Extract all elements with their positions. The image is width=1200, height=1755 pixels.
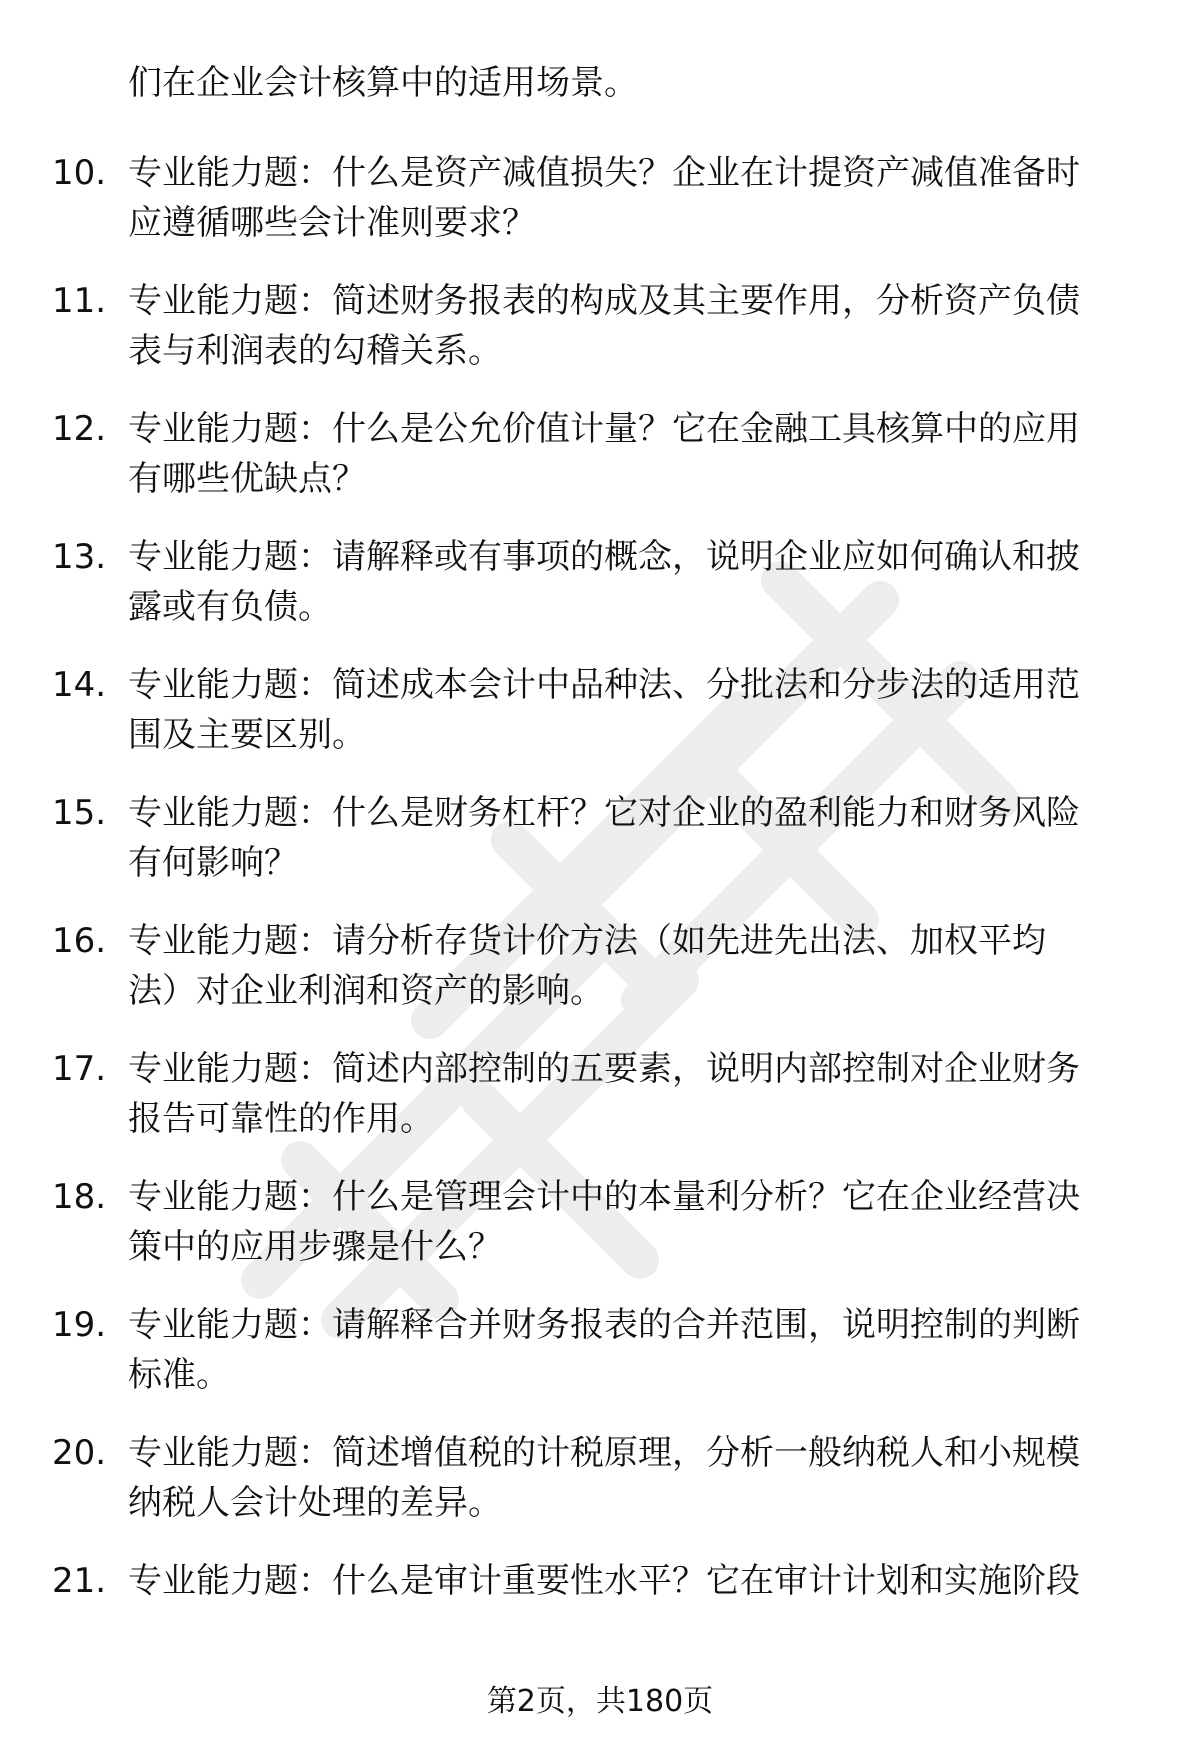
question-text-line: 标准。 <box>128 1355 230 1395</box>
question-item <box>0 532 1200 660</box>
question-text <box>128 404 1138 504</box>
question-text-line: 专业能力题：什么是审计重要性水平？它在审计计划和实施阶段 <box>128 1561 1080 1601</box>
question-item <box>0 1428 1200 1556</box>
question-list <box>0 148 1200 1684</box>
question-text <box>128 1556 1138 1606</box>
question-text-line: 专业能力题：什么是公允价值计量？它在金融工具核算中的应用 <box>128 409 1080 449</box>
question-number: 17. <box>52 1049 107 1089</box>
question-text <box>128 1172 1138 1272</box>
question-text-line: 报告可靠性的作用。 <box>128 1099 434 1139</box>
question-item <box>0 788 1200 916</box>
question-number: 13. <box>52 537 107 577</box>
question-text <box>128 788 1138 888</box>
question-text <box>128 1044 1138 1144</box>
question-text <box>128 916 1138 1016</box>
question-number: 18. <box>52 1177 107 1217</box>
question-text-line: 专业能力题：请解释或有事项的概念，说明企业应如何确认和披 <box>128 537 1080 577</box>
question-text-line: 专业能力题：简述财务报表的构成及其主要作用，分析资产负债 <box>128 281 1080 321</box>
question-number: 12. <box>52 409 107 449</box>
question-text-line: 专业能力题：什么是资产减值损失？企业在计提资产减值准备时 <box>128 153 1080 193</box>
question-text-line: 应遵循哪些会计准则要求？ <box>128 203 536 243</box>
question-number: 11. <box>52 281 107 321</box>
question-text <box>128 1428 1138 1528</box>
question-number: 20. <box>52 1433 107 1473</box>
question-text-line: 专业能力题：什么是财务杠杆？它对企业的盈利能力和财务风险 <box>128 793 1080 833</box>
question-text <box>128 660 1138 760</box>
question-item <box>0 660 1200 788</box>
question-number: 10. <box>52 153 107 193</box>
question-number: 21. <box>52 1561 107 1601</box>
question-text-line: 露或有负债。 <box>128 587 332 627</box>
question-text <box>128 276 1138 376</box>
question-text-line: 专业能力题：简述增值税的计税原理，分析一般纳税人和小规模 <box>128 1433 1080 1473</box>
question-text-line: 专业能力题：请解释合并财务报表的合并范围，说明控制的判断 <box>128 1305 1080 1345</box>
page-footer: 第2页，共180页 <box>486 1684 714 1719</box>
question-number: 16. <box>52 921 107 961</box>
question-text-line: 专业能力题：请分析存货计价方法（如先进先出法、加权平均 <box>128 921 1046 961</box>
question-item <box>0 404 1200 532</box>
question-text-line: 策中的应用步骤是什么？ <box>128 1227 502 1267</box>
question-text-line: 有哪些优缺点？ <box>128 459 366 499</box>
question-text-line: 专业能力题：简述内部控制的五要素，说明内部控制对企业财务 <box>128 1049 1080 1089</box>
question-number: 15. <box>52 793 107 833</box>
question-number: 19. <box>52 1305 107 1345</box>
continuation-text: 们在企业会计核算中的适用场景。 <box>128 63 638 103</box>
question-text <box>128 1300 1138 1400</box>
question-item <box>0 1556 1200 1684</box>
question-number: 14. <box>52 665 107 705</box>
question-item <box>0 1172 1200 1300</box>
question-text <box>128 532 1138 632</box>
question-text-line: 法）对企业利润和资产的影响。 <box>128 971 604 1011</box>
question-text-line: 表与利润表的勾稽关系。 <box>128 331 502 371</box>
question-item <box>0 276 1200 404</box>
question-item <box>0 148 1200 276</box>
question-text-line: 专业能力题：什么是管理会计中的本量利分析？它在企业经营决 <box>128 1177 1080 1217</box>
question-text-line: 围及主要区别。 <box>128 715 366 755</box>
question-text-line: 纳税人会计处理的差异。 <box>128 1483 502 1523</box>
question-text-line: 有何影响？ <box>128 843 298 883</box>
question-text-line: 专业能力题：简述成本会计中品种法、分批法和分步法的适用范 <box>128 665 1080 705</box>
question-text <box>128 148 1138 248</box>
question-item <box>0 916 1200 1044</box>
question-item <box>0 1300 1200 1428</box>
question-item <box>0 1044 1200 1172</box>
